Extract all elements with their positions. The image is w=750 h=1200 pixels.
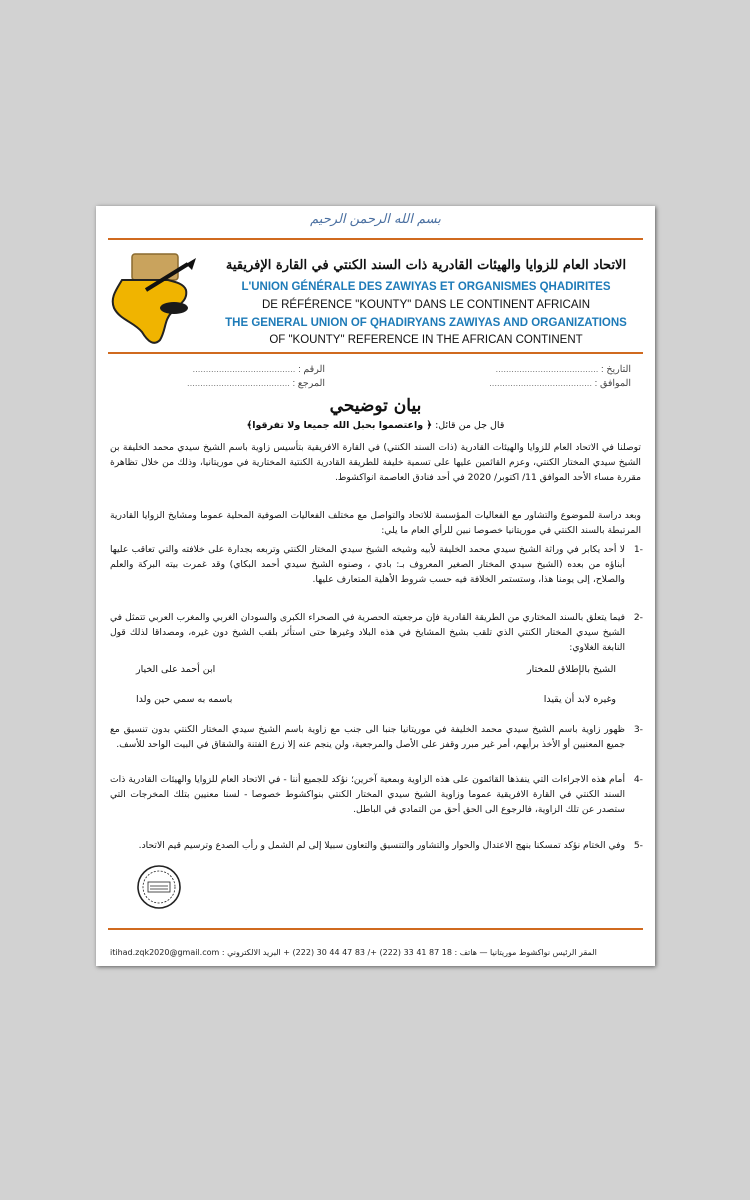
document-page <box>96 206 655 966</box>
number-label: الرقم : <box>298 364 325 375</box>
paragraph-study: وبعد دراسة للموضوع والتشاور مع الفعاليات المؤسسة للاتحاد والتواصل مع مختلف الفعاليات الصوفية المحلية عموما ومشايخ الزوايا القادرية المرتبطة بالسند الكنتي في موريتانيا خصوصا نبين للرأي العام ما يلي: <box>110 510 641 536</box>
item-number: -2 <box>633 612 643 623</box>
reference-label: المرجع : <box>292 378 325 389</box>
french-subtitle: DE RÉFÉRENCE "KOUNTY" DANS LE CONTINENT AFRICAIN <box>261 299 591 311</box>
date-dots: ....................................... <box>495 364 599 375</box>
item-number: -3 <box>633 724 643 735</box>
number-field <box>193 364 326 375</box>
footer-divider <box>108 928 643 930</box>
item-number: -5 <box>633 840 643 851</box>
official-stamp <box>136 864 182 910</box>
agreement-label: الموافق : <box>594 378 631 389</box>
list-item-2 <box>110 610 641 655</box>
verse-intro: قال جل من قائل: <box>435 420 505 431</box>
poem-line-2 <box>136 694 616 705</box>
english-subtitle: OF "KOUNTY" REFERENCE IN THE AFRICAN CONTINENT <box>269 334 583 346</box>
french-title: L'UNION GÉNÉRALE DES ZAWIYAS ET ORGANISMES QHADIRITES <box>241 281 611 293</box>
reference-field <box>187 378 325 389</box>
list-item-5 <box>110 838 641 853</box>
item-text: أمام هذه الاجراءات التي ينفذها القائمون على هذه الزاوية وبمعية آخرين؛ نؤكد للجميع أننا - في الاتحاد العام للزوايا والهيئات القادرية ذات السند الكنتي في القارة الافريقية عموما وزاوية الشيخ سيدي المختار الكنتي بنواكشوط خصوصا - لسنا معنيين بتلك المخرجات التي ستصدر عن تلك الزاوية، فالرجوع الى الحق أحق من التمادي في الباطل. <box>110 774 625 815</box>
poem-line-1 <box>136 664 616 675</box>
header-bottom-divider <box>108 352 643 354</box>
item-number: -1 <box>633 544 643 555</box>
item-text: وفي الختام نؤكد تمسكنا بنهج الاعتدال والحوار والتشاور والتنسيق والتعاون سبيلا إلى لم الشمل و رأب الصدع وترسيم قيم الاتحاد. <box>138 840 625 851</box>
poem-hemistich: ابن أحمد على الخيار <box>136 664 216 675</box>
date-field <box>495 364 631 375</box>
list-item-3 <box>110 722 641 752</box>
footer-contact: المقر الرئيس نواكشوط موريتانيا — هاتف : 18 87 41 33 (222) +/ 83 47 44 30 (222) + البريد الالكتروني : itihad.zqk2020@gmail.com <box>110 948 597 957</box>
english-title: THE GENERAL UNION OF QHADIRYANS ZAWIYAS AND ORGANIZATIONS <box>225 317 627 329</box>
union-logo <box>102 250 212 350</box>
agreement-dots: ....................................... <box>489 378 593 389</box>
item-text: ظهور زاوية باسم الشيخ سيدي محمد الخليفة في موريتانيا جنبا الى جنب مع زاوية باسم الشيخ سيدي المختار الكنتي بدون تنسيق مع جميع المعنيين أو الأخذ برأيهم، أمر غير مبرر وقفز على الأصل والمرجعية، ولن ينجم عنه إلا زرع الفتنة والشقاق في البيت الواحد للأسف. <box>110 724 625 750</box>
poem-hemistich: وغيره لابد أن يقيدا <box>543 694 616 705</box>
list-item-1 <box>110 542 641 587</box>
reference-dots: ....................................... <box>186 378 290 389</box>
poem-hemistich: باسمه به سمي حين ولدا <box>136 694 233 705</box>
agreement-field <box>489 378 631 389</box>
item-text: فيما يتعلق بالسند المختاري من الطريقة القادرية فإن مرجعيته الحصرية في الصحراء الكبرى والسودان الغربي والمغرب العربي تتمثل في الشيخ سيدي المختار الكنتي الذي تلقب بشيخ المشايخ في هذه البلاد وغيرها حتى استأثر بلقب الشيخ دون غيره، ومصداقا لذلك قول النابغة الغلاوي: <box>110 612 625 653</box>
item-text: لا أحد يكابر في وراثة الشيخ سيدي محمد الخليفة لأبيه وشيخه الشيخ سيدي المختار الكنتي وتربعه بجدارة على خلافته والتي تعاقب عليها أبناؤه من بعده (الشيخ سيدي المختار الصغير المعروف بـ: بادي ، وصنوه الشيخ سيدي أحمد البكاي) وقد غمرت بيته البركة والعلم والصلاح، إلى يومنا هذا، وستستمر الخلافة فيه حسب شروط الأهلية المتعارف عليها. <box>110 544 625 585</box>
number-dots: ....................................... <box>192 364 296 375</box>
verse-quote: ﴿ واعتصموا بحبل الله جميعا ولا تفرقوا﴾ <box>246 420 433 431</box>
arabic-title: الاتحاد العام للزوايا والهيئات القادرية ذات السند الكنتي في القارة الإفريقية <box>225 258 627 273</box>
header-divider <box>108 238 643 240</box>
quran-verse <box>96 420 655 431</box>
item-number: -4 <box>633 774 643 785</box>
basmala: بسم الله الرحمن الرحيم <box>310 212 441 227</box>
list-item-4 <box>110 772 641 817</box>
paragraph-intro: توصلنا في الاتحاد العام للزوايا والهيئات القادرية (ذات السند الكنتي) في القارة الافريقية بتأسيس زاوية باسم الشيخ سيدي محمد الخليفة بن الشيخ سيدي المختار الكنتي، وعزم القائمين عليها على تسمية خليفة للطريقة القادرية الكنتية المختارية في موريتانيا، وذلك من خلال تظاهرة مقررة مساء الأحد الموافق 11/ اكتوبر/ 2020 في أحد فنادق العاصمة انواكشوط. <box>110 442 641 483</box>
document-title: بيان توضيحي <box>329 396 422 416</box>
date-label: التاريخ : <box>601 364 631 375</box>
poem-hemistich: الشيخ بالإطلاق للمختار <box>527 664 616 675</box>
